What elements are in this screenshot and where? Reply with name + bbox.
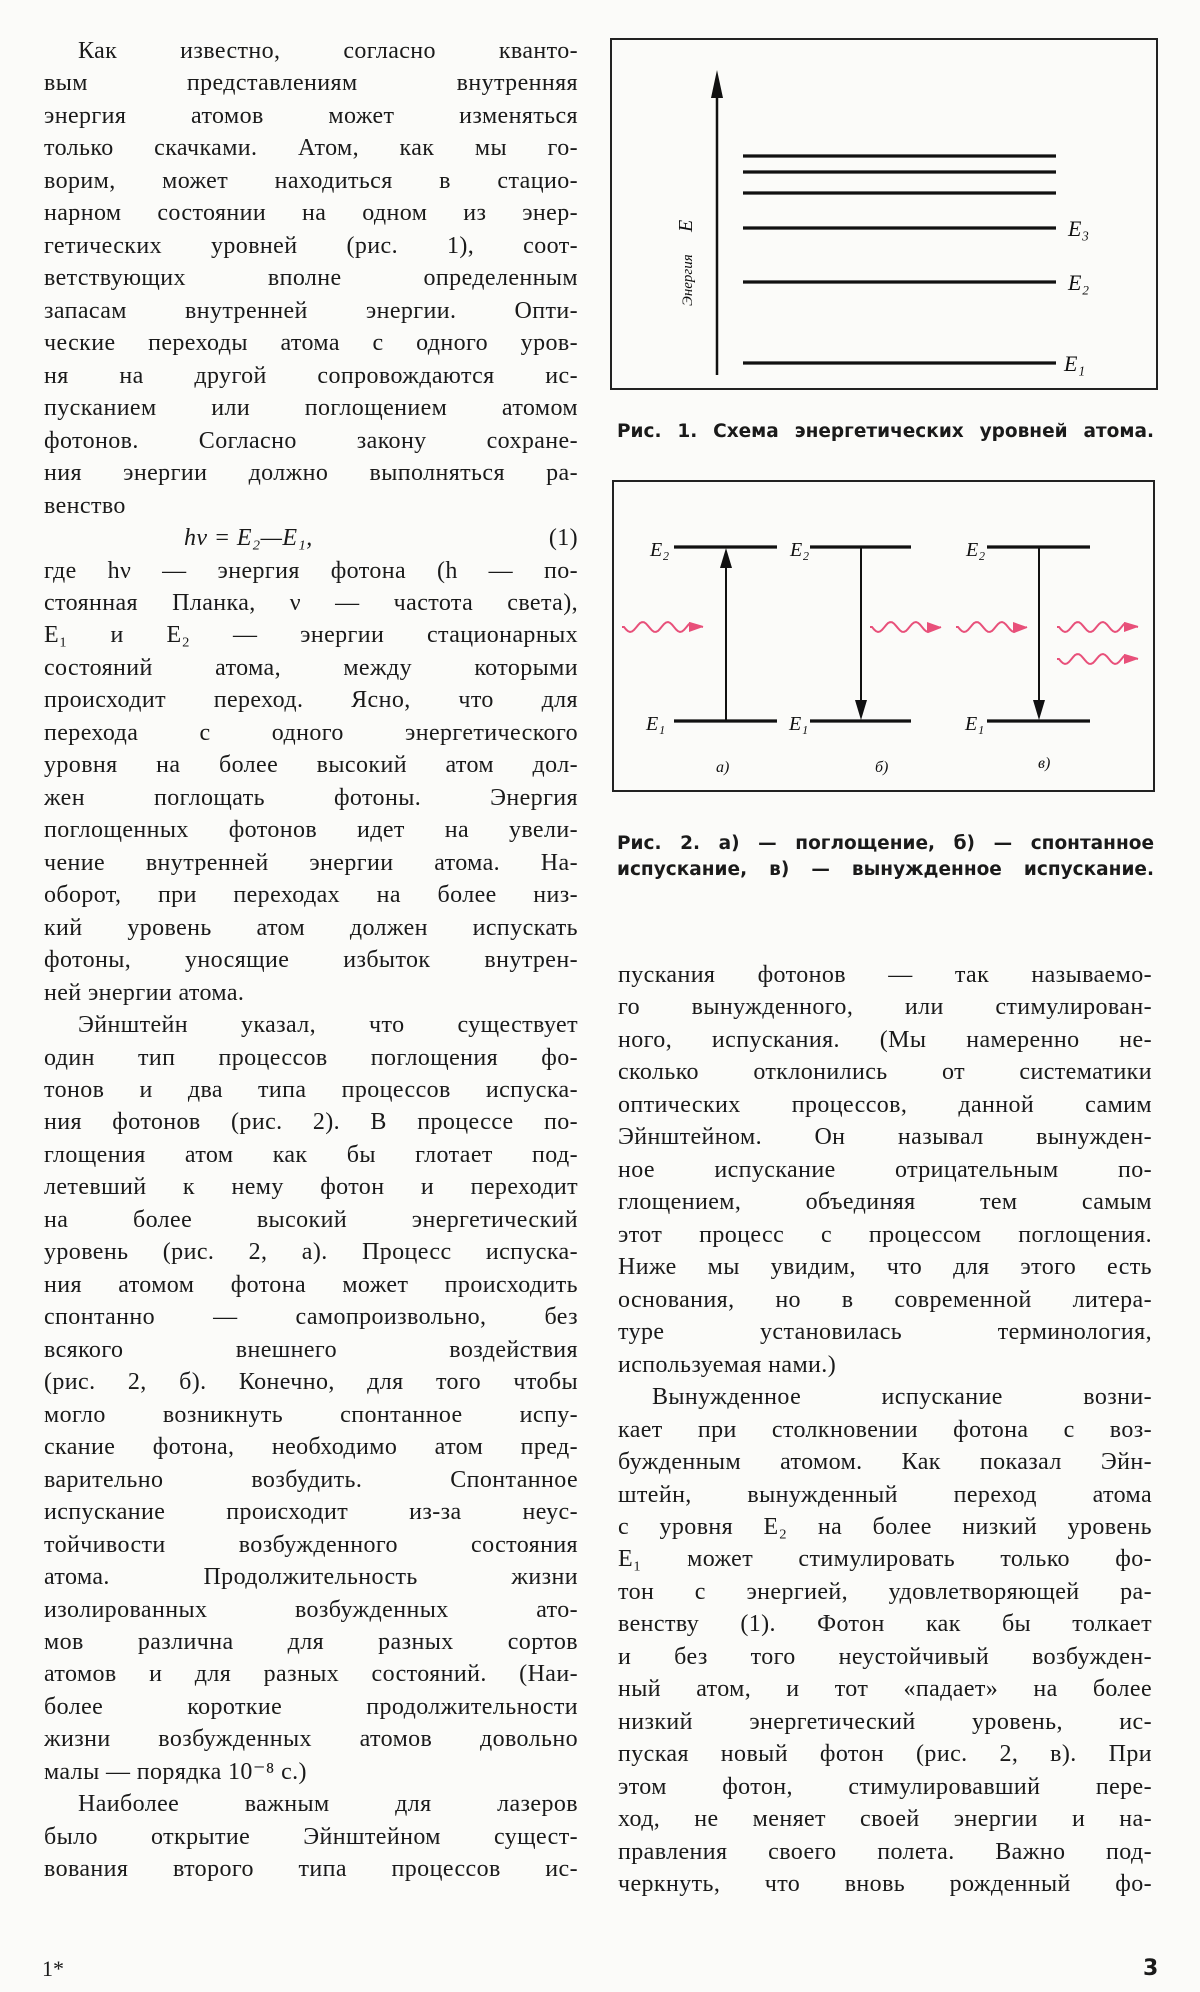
text-line: ческие переходы атома с одного уров- — [44, 330, 578, 357]
text-line: Как известно, согласно кванто- — [78, 38, 578, 64]
text-line: черкнуть, что вновь рожденный фо- — [618, 1871, 1152, 1898]
text-line: испускание происходит из-за неус- — [44, 1499, 578, 1526]
signature-mark: 1* — [42, 1956, 64, 1981]
text-line: ня на другой сопровождаются ис- — [44, 362, 578, 389]
text-line: гетических уровней (рис. 1), соот- — [44, 232, 578, 259]
text-line: пусканием или поглощением атомом — [44, 395, 578, 422]
text-line: штейн, вынужденный переход атома — [618, 1481, 1152, 1508]
text-line: мов различна для разных сортов — [44, 1628, 578, 1655]
text-line: глощением, объединяя тем самым — [618, 1189, 1152, 1216]
text-line: ветствующих вполне определенным — [44, 265, 578, 292]
text-line: уровня на более высокий атом дол- — [44, 752, 578, 779]
text-line: туре установилась терминология, — [618, 1319, 1152, 1346]
text-line: могло возникнуть спонтанное испу- — [44, 1401, 578, 1428]
text-line: ное испускание отрицательным по- — [618, 1156, 1152, 1183]
text-line: венству (1). Фотон как бы толкает — [618, 1611, 1152, 1638]
text-line: запасам внутренней энергии. Опти- — [44, 297, 578, 324]
text-line: тонов и два типа процессов испуска- — [44, 1077, 578, 1103]
text-line: только скачками. Атом, как мы го- — [44, 135, 578, 162]
photon-wave-icon — [956, 622, 1027, 632]
level-label-e1: E₁ — [1064, 351, 1086, 376]
text-line: один тип процессов поглощения фо- — [44, 1044, 578, 1071]
text-line: где hν — энергия фотона (h — по- — [44, 557, 578, 584]
figure-2-caption-line: испускание, в) — вынужденное испускание. — [617, 859, 1154, 880]
text-line: жен поглощать фотоны. Энергия — [44, 784, 578, 811]
text-line: Наиболее важным для лазеров — [78, 1791, 578, 1818]
text-line: вования второго типа процессов ис- — [44, 1856, 578, 1883]
text-line: атома. Продолжительность жизни — [44, 1564, 578, 1591]
text-line: венство — [44, 492, 126, 519]
panel-a-e1-label: E₁ — [646, 713, 666, 735]
text-line: состояний атома, между которыми — [44, 654, 578, 681]
text-line: кает при столкновении фотона с воз- — [618, 1416, 1152, 1443]
text-line: всякого внешнего воздействия — [44, 1336, 578, 1363]
panel-c-label: в) — [1038, 755, 1051, 772]
equation-1 — [44, 522, 578, 554]
text-line: ния энергии должно выполняться ра- — [44, 460, 578, 487]
axis-label-symbol: E — [675, 219, 697, 232]
text-line: жизни возбужденных атомов довольно — [44, 1726, 578, 1753]
text-line: пускания фотонов — так называемо- — [618, 962, 1152, 988]
level-label-e2: E₂ — [1068, 270, 1090, 295]
text-line: правления своего полета. Важно под- — [618, 1838, 1152, 1865]
text-line: ход, не меняет своей энергии и на- — [618, 1806, 1152, 1833]
text-line: низкий энергетический уровень, ис- — [618, 1708, 1152, 1735]
text-line: происходит переход. Ясно, что для — [44, 687, 578, 714]
energy-axis-arrowhead-icon — [711, 70, 723, 98]
text-line: фотонов. Согласно закону сохране- — [44, 427, 578, 454]
text-line: стоянная Планка, ν — частота света), — [44, 589, 578, 616]
text-line: E₁ может стимулировать только фо- — [618, 1546, 1152, 1573]
text-line: Эйнштейн указал, что существует — [78, 1012, 578, 1039]
text-line: на более высокий энергетический — [44, 1206, 578, 1233]
text-line: ворим, может находиться в стацио- — [44, 167, 578, 194]
arrow-up-icon — [720, 548, 732, 568]
panel-a-e2-label: E₂ — [650, 539, 670, 561]
text-line: (рис. 2, б). Конечно, для того чтобы — [44, 1369, 578, 1396]
photon-wave-icon — [1057, 654, 1138, 664]
photon-wave-icon — [1057, 622, 1138, 632]
text-line: вым представлениям внутренняя — [44, 70, 578, 97]
right-text-column — [618, 959, 1152, 1901]
text-line: тон с энергией, удовлетворяющей ра- — [618, 1578, 1152, 1605]
text-line: кий уровень атом должен испускать — [44, 914, 578, 941]
text-line: этот процесс с процессом поглощения. — [618, 1221, 1152, 1248]
text-line: и без того неустойчивый возбужден- — [618, 1643, 1152, 1670]
text-line: поглощенных фотонов идет на увели- — [44, 817, 578, 844]
figure-1-energy-levels — [611, 39, 1157, 389]
figure-2-transitions — [613, 481, 1154, 791]
text-line: более короткие продолжительности — [44, 1693, 578, 1720]
text-line: используемая нами.) — [618, 1351, 837, 1378]
arrow-down-icon — [1033, 700, 1045, 720]
text-line: с уровня E₂ на более низкий уровень — [618, 1513, 1152, 1540]
text-line: перехода с одного энергетического — [44, 719, 578, 746]
text-line: энергия атомов может изменяться — [44, 102, 578, 129]
photon-wave-icon — [622, 622, 703, 632]
text-line: оптических процессов, данной самим — [618, 1091, 1152, 1118]
text-line: этом фотон, стимулировавший пере- — [618, 1773, 1152, 1800]
panel-b-e1-label: E₁ — [789, 713, 809, 735]
panel-c-e1-label: E₁ — [965, 713, 985, 735]
panel-c-e2-label: E₂ — [966, 539, 986, 561]
level-label-e3: E₃ — [1068, 216, 1090, 241]
text-line: Эйнштейном. Он называл вынужден- — [618, 1124, 1152, 1151]
figure-2-caption-line: Рис. 2. а) — поглощение, б) — спонтанное — [617, 833, 1154, 854]
text-line: было открытие Эйнштейном сущест- — [44, 1823, 578, 1850]
panel-a-label: а) — [716, 759, 730, 776]
figure-2-frame — [613, 481, 1154, 791]
text-line: скание фотона, необходимо атом пред- — [44, 1434, 578, 1461]
arrow-down-icon — [855, 700, 867, 720]
text-line: атомов и для разных состояний. (Наи- — [44, 1661, 578, 1688]
left-text-column — [44, 35, 578, 1886]
text-line: бужденным атомом. Как показал Эйн- — [618, 1449, 1152, 1476]
text-line: Ниже мы увидим, что для этого есть — [618, 1254, 1152, 1281]
text-line: нарном состоянии на одном из энер- — [44, 200, 578, 227]
photon-wave-icon — [870, 622, 941, 632]
axis-label-energy: Энергия — [680, 254, 696, 306]
equation-number: (1) — [548, 525, 578, 552]
page-number: 3 — [1143, 1956, 1159, 1981]
figure-1-caption-text: Рис. 1. Схема энергетических уровней атома. — [617, 421, 1154, 442]
text-line: пуская новый фотон (рис. 2, в). При — [618, 1741, 1152, 1768]
text-line: ного, испускания. (Мы намеренно не- — [618, 1026, 1152, 1053]
panel-b-e2-label: E₂ — [790, 539, 810, 561]
text-line: чение внутренней энергии атома. На- — [44, 849, 578, 876]
text-line: Вынужденное испускание возни- — [652, 1384, 1152, 1411]
text-line: изолированных возбужденных ато- — [44, 1596, 578, 1623]
figure-2-caption — [617, 831, 1154, 883]
text-line: го вынужденного, или стимулирован- — [618, 994, 1152, 1021]
text-line: уровень (рис. 2, а). Процесс испуска- — [44, 1239, 578, 1266]
text-line: глощения атом как бы глотает под- — [44, 1141, 578, 1168]
text-line: фотоны, уносящие избыток внутрен- — [44, 947, 578, 974]
text-line: спонтанно — самопроизвольно, без — [44, 1304, 578, 1331]
text-line: ния фотонов (рис. 2). В процессе по- — [44, 1109, 578, 1136]
text-line: варительно возбудить. Спонтанное — [44, 1466, 578, 1493]
text-line: ный атом, и тот «падает» на более — [618, 1676, 1152, 1703]
text-line: ней энергии атома. — [44, 979, 245, 1006]
text-line: ния атомом фотона может происходить — [44, 1271, 578, 1298]
panel-b-label: б) — [875, 759, 889, 776]
text-line: оборот, при переходах на более низ- — [44, 882, 578, 909]
text-line: тойчивости возбужденного состояния — [44, 1531, 578, 1558]
text-line: малы — порядка 10⁻⁸ с.) — [44, 1758, 307, 1785]
text-line: летевший к нему фотон и переходит — [44, 1174, 578, 1201]
text-line: сколько отклонились от систематики — [618, 1059, 1152, 1086]
figure-1-frame — [611, 39, 1157, 389]
text-line: E₁ и E₂ — энергии стационарных — [44, 622, 578, 649]
equation-text: hν = E₂—E₁, — [184, 525, 313, 552]
figure-1-caption — [617, 419, 1154, 445]
text-line: основания, но в современной литера- — [618, 1286, 1152, 1313]
